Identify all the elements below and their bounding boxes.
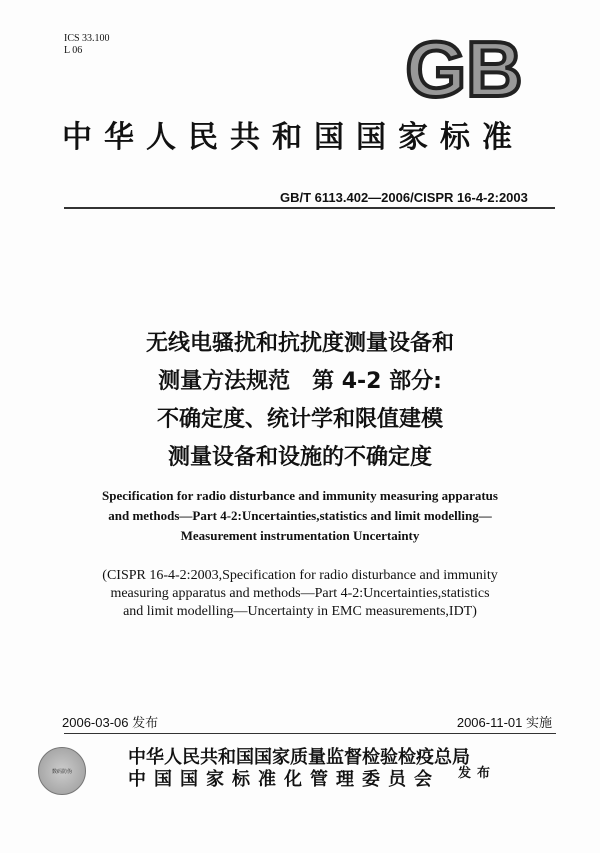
ics-code: ICS 33.100 [64,33,110,44]
divider [64,207,555,209]
title-line: Measurement instrumentation Uncertainty [180,528,420,543]
equivalence-line: and limit modelling—Uncertainty in EMC measurements,IDT) [123,604,477,619]
ccs-code: L 06 [64,45,83,56]
title-line: Specification for radio disturbance and immunity measuring apparatus [102,488,498,503]
equivalence-statement [0,567,600,621]
title-line: and methods—Part 4-2:Uncertainties,statistics and limit modelling— [108,508,492,523]
standard-code: GB/T 6113.402—2006/CISPR 16-4-2:2003 [280,190,528,205]
anti-counterfeit-seal [38,747,86,795]
title-line: 测量方法规范 第 4-2 部分: [158,369,442,394]
equivalence-line: measuring apparatus and methods—Part 4-2:Uncertainties,statistics [110,586,490,601]
publishers [128,747,470,791]
title-line: 无线电骚扰和抗扰度测量设备和 [145,331,454,356]
publisher-name: 中国国家标准化管理委员会 [128,769,440,790]
svg-text:GB: GB [405,32,523,102]
equivalence-line: (CISPR 16-4-2:2003,Specification for radio disturbance and immunity [102,568,498,583]
implement-date: 2006-11-01 实施 [456,715,552,730]
issue-date: 2006-03-06 发布 [62,715,159,730]
classification-codes [64,33,110,57]
gb-logo [405,32,523,102]
publish-label: 发布 [458,766,497,781]
english-title [0,486,600,546]
national-standard-heading: 中华人民共和国国家标准 [62,120,524,155]
chinese-title [0,325,600,477]
divider [64,733,556,734]
title-line: 测量设备和设施的不确定度 [167,445,432,470]
seal-text: 数码防伪 [51,768,72,775]
publisher-name: 中华人民共和国国家质量监督检验检疫总局 [128,747,470,768]
title-line: 不确定度、统计学和限值建模 [156,407,443,432]
